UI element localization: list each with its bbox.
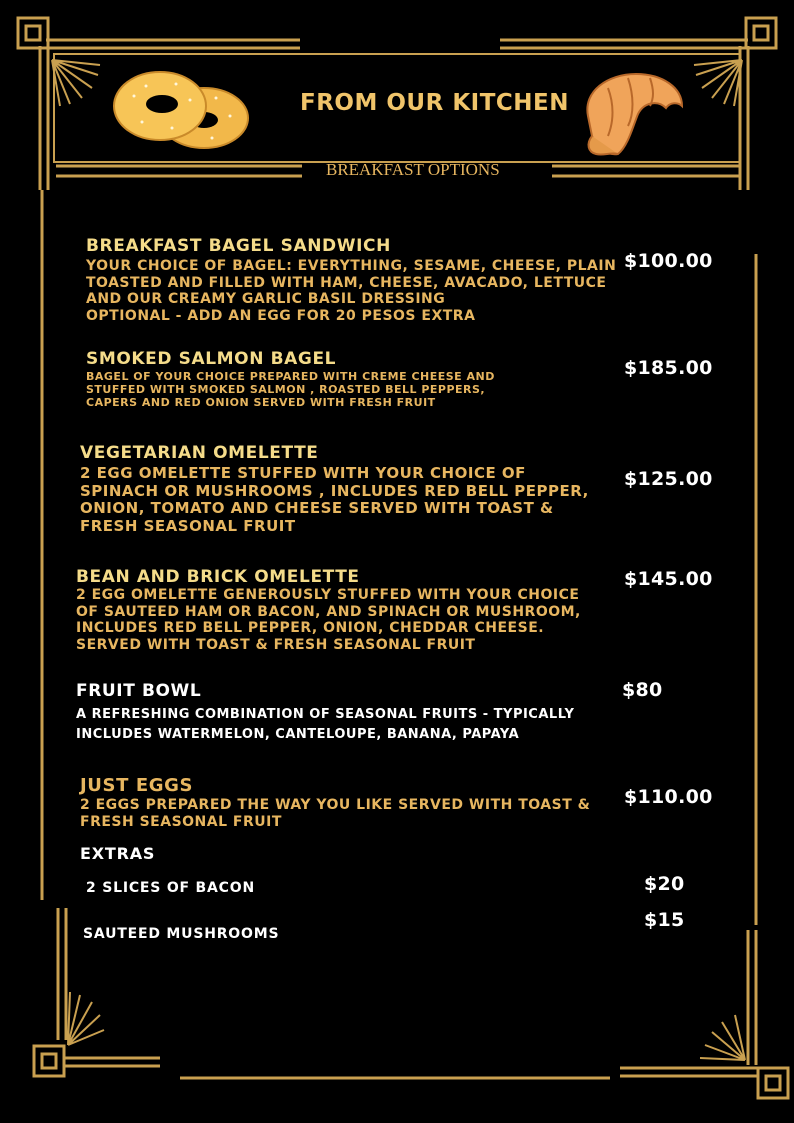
extra-item-name: 2 SLICES OF BACON: [86, 880, 255, 896]
extra-item-price: $20: [644, 873, 685, 895]
item-description: YOUR CHOICE OF BAGEL: EVERYTHING, SESAME, CHEESE, PLAIN TOASTED AND FILLED WITH HAM, CHEESE, AVACADO, LETTUCE AND OUR CREAMY GARLIC BASIL DRESSING OPTIONAL - ADD AN EGG FOR 20 PESOS EXTRA: [86, 258, 617, 324]
item-description: 2 EGGS PREPARED THE WAY YOU LIKE SERVED WITH TOAST & FRESH SEASONAL FRUIT: [80, 797, 591, 830]
extra-item-price: $15: [644, 909, 685, 931]
item-price: $125.00: [624, 468, 713, 490]
item-description: 2 EGG OMELETTE STUFFED WITH YOUR CHOICE OF SPINACH OR MUSHROOMS , INCLUDES RED BELL PEPPER, ONION, TOMATO AND CHEESE SERVED WITH TOAST & FRESH SEASONAL FRUIT: [80, 464, 589, 536]
item-price: $110.00: [624, 786, 713, 808]
item-name: FRUIT BOWL: [76, 681, 202, 701]
item-price: $185.00: [624, 357, 713, 379]
item-name: BEAN AND BRICK OMELETTE: [76, 567, 360, 587]
item-description: 2 EGG OMELETTE GENEROUSLY STUFFED WITH YOUR CHOICE OF SAUTEED HAM OR BACON, AND SPINACH OR MUSHROOM, INCLUDES RED BELL PEPPER, ONION, CHEDDAR CHEESE. SERVED WITH TOAST & FRESH SEASONAL FRUIT: [76, 587, 581, 653]
page-title: FROM OUR KITCHEN: [300, 90, 569, 116]
item-price: $100.00: [624, 250, 713, 272]
item-description: A REFRESHING COMBINATION OF SEASONAL FRUITS - TYPICALLY INCLUDES WATERMELON, CANTELOUPE, BANANA, PAPAYA: [76, 707, 575, 743]
item-price: $80: [622, 679, 663, 701]
item-name: BREAKFAST BAGEL SANDWICH: [86, 236, 391, 256]
item-name: JUST EGGS: [80, 775, 194, 796]
item-price: $145.00: [624, 568, 713, 590]
item-name: SMOKED SALMON BAGEL: [86, 349, 337, 369]
croissant-icon: [578, 66, 688, 160]
section-subtitle: BREAKFAST OPTIONS: [326, 160, 500, 179]
bagel-icon: [112, 66, 252, 156]
extra-item-name: SAUTEED MUSHROOMS: [83, 926, 280, 942]
item-name: VEGETARIAN OMELETTE: [80, 443, 319, 463]
item-description: BAGEL OF YOUR CHOICE PREPARED WITH CREME CHEESE AND STUFFED WITH SMOKED SALMON , ROASTED BELL PEPPERS, CAPERS AND RED ONION SERVED WITH FRESH FRUIT: [86, 370, 495, 409]
extras-heading: EXTRAS: [80, 844, 156, 863]
